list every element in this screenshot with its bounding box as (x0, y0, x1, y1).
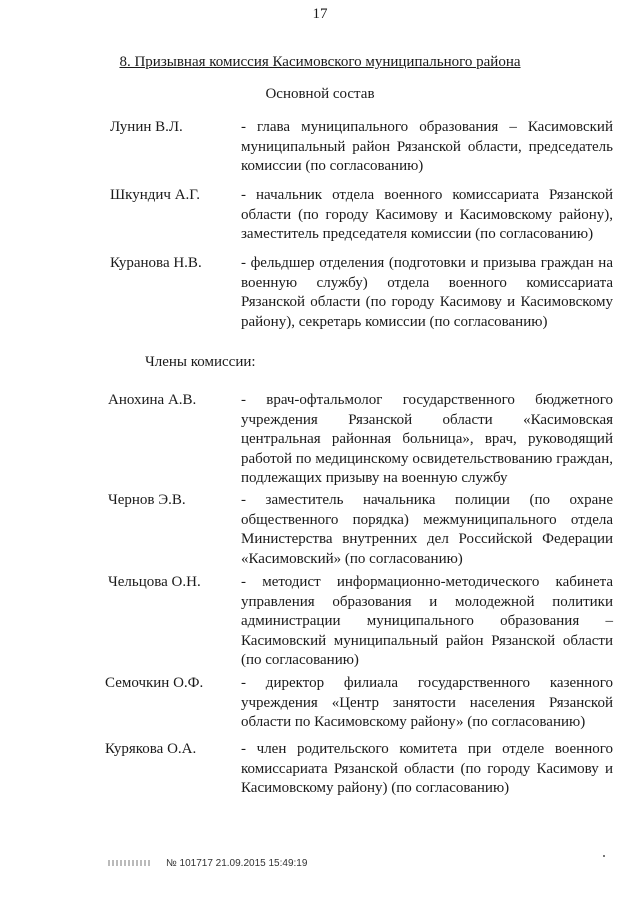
member-description: - начальник отдела военного комиссариата Рязанской области (по городу Касимову и Касимовскому району), заместитель председателя комиссии (по согласованию) (241, 187, 613, 242)
member-name: Чернов Э.В. (108, 492, 186, 508)
member-description: - фельдшер отделения (подготовки и призыва граждан на военную службу) отдела военного комиссариата Рязанской области (по городу Касимову и Касимовскому району), секретарь комиссии (по согласованию) (241, 255, 613, 330)
member-description: - заместитель начальника полиции (по охране общественного порядка) межмуниципального отдела Министерства внутренних дел Российской Федерации «Касимовский» (по согласованию) (241, 492, 613, 567)
member-name: Лунин В.Л. (110, 119, 183, 135)
member-name: Курякова О.А. (105, 741, 197, 757)
member-name: Шкундич А.Г. (110, 187, 200, 203)
member-description: - методист информационно-методического кабинета управления образования и молодежной политики администрации муниципального образования – Касимовский муниципальный район Рязанской области (по согласованию) (241, 574, 613, 668)
registration-number: № 101717 21.09.2015 15:49:19 (166, 858, 308, 869)
page-number: 17 (312, 6, 328, 22)
registration-stamp (108, 858, 307, 869)
member-name: Семочкин О.Ф. (105, 675, 204, 691)
member-name: Куранова Н.В. (110, 255, 202, 271)
members-heading: Члены комиссии: (145, 354, 256, 370)
member-description: - врач-офтальмолог государственного бюджетного учреждения Рязанской области «Касимовская центральная районная больница», врач, руководящий работой по медицинскому освидетельствованию граждан, подлежащих призыву на военную службу (241, 392, 613, 486)
main-composition-heading: Основной состав (265, 86, 375, 102)
section-title: 8. Призывная комиссия Касимовского муниципального района (119, 54, 521, 70)
member-description: - директор филиала государственного казенного учреждения «Центр занятости населения Рязанской области по Касимовскому району» (по согласованию) (241, 675, 613, 730)
member-description: - член родительского комитета при отделе военного комиссариата Рязанской области (по городу Касимову и Касимовскому району) (по согласованию) (241, 741, 613, 796)
scan-speck (603, 855, 605, 857)
faint-stamp-mark (108, 860, 152, 866)
member-description: - глава муниципального образования – Касимовский муниципальный район Рязанской области, председатель комиссии (по согласованию) (241, 119, 613, 174)
member-name: Анохина А.В. (108, 392, 197, 408)
member-name: Чельцова О.Н. (108, 574, 201, 590)
